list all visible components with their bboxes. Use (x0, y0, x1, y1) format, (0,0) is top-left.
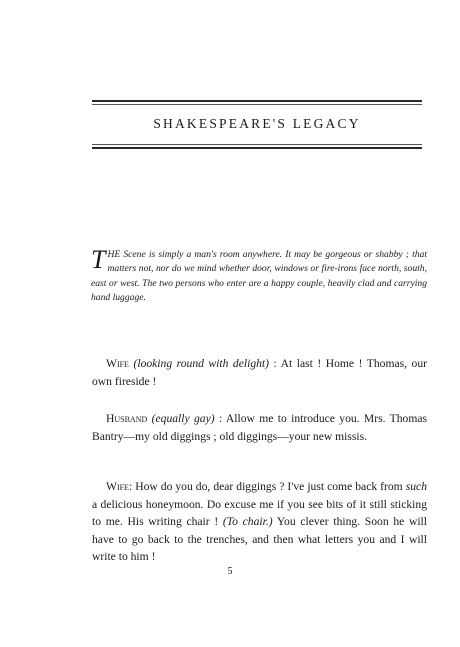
header-rule-top (92, 100, 422, 105)
stage-direction: such (405, 480, 427, 493)
speech-text: : At last ! Home ! Thomas, our own fireside ! (92, 357, 428, 388)
dialogue-line (92, 478, 427, 566)
speaker-label: Husband (106, 412, 148, 425)
drop-cap: T (91, 245, 106, 274)
stage-direction: (looking round with delight) (133, 357, 269, 370)
scene-text: HE Scene is simply a man's room anywhere. It may be gorgeous or shabby ; that matters not, nor do we mind whether door, windows or fire-irons face north, south, east or west. The two persons who enter are a happy couple, heavily clad and carrying hand luggage. (91, 249, 427, 303)
speech-text: a delicious honeymoon. Do excuse me if you see bits of it still sticking to me. His writing chair ! (92, 497, 427, 529)
scene-description (91, 245, 427, 305)
stage-direction: (To chair.) (222, 515, 273, 529)
speaker-label: Wife (106, 480, 129, 493)
speaker-label: Wife (106, 357, 129, 370)
page-number: 5 (227, 566, 233, 577)
speech-text: : Allow me to introduce you. Mrs. Thomas Bantry—my old diggings ; old diggings—your new missis. (92, 412, 427, 443)
speech-text: You clever thing. Soon he will have to go back to the trenches, and then what letters you and I will write to him ! (92, 515, 427, 564)
page-title: SHAKESPEARE'S LEGACY (153, 116, 361, 131)
header-rule-bottom (92, 144, 422, 151)
speech-text: : How do you do, dear diggings ? I've just come back from (128, 480, 406, 493)
dialogue-line (92, 355, 427, 390)
stage-direction: (equally gay) (151, 412, 215, 425)
dialogue-line (92, 410, 427, 445)
